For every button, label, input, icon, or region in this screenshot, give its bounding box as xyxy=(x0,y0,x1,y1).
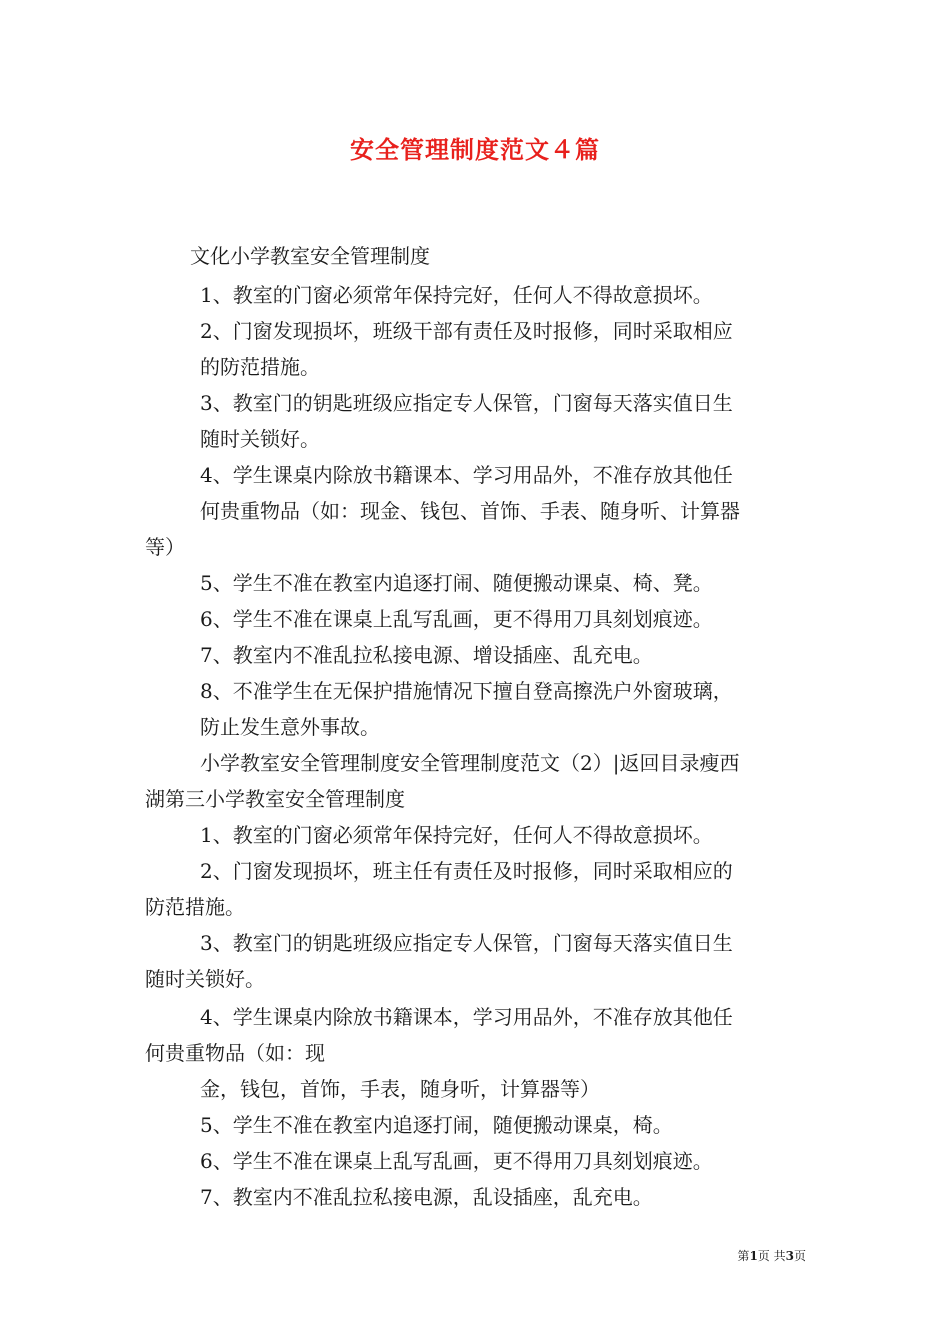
text-line: 7、教室内不准乱拉私接电源、增设插座、乱充电。 xyxy=(200,643,653,667)
section-heading: 文化小学教室安全管理制度 xyxy=(190,244,430,268)
text-line: 防范措施。 xyxy=(145,895,245,919)
text-line: 4、学生课桌内除放书籍课本，学习用品外，不准存放其他任 xyxy=(200,1005,733,1029)
text-line: 随时关锁好。 xyxy=(145,967,265,991)
text-line: 4、学生课桌内除放书籍课本、学习用品外，不准存放其他任 xyxy=(200,463,733,487)
page-prefix: 第 xyxy=(737,1249,750,1263)
text-line: 5、学生不准在教室内追逐打闹，随便搬动课桌，椅。 xyxy=(200,1113,673,1137)
text-line: 2、门窗发现损坏，班主任有责任及时报修，同时采取相应的 xyxy=(200,859,733,883)
text-line: 等） xyxy=(145,535,185,559)
text-line: 7、教室内不准乱拉私接电源，乱设插座，乱充电。 xyxy=(200,1185,653,1209)
text-line: 何贵重物品（如：现金、钱包、首饰、手表、随身听、计算器 xyxy=(200,499,740,523)
page-total: 3 xyxy=(785,1249,794,1263)
text-line: 随时关锁好。 xyxy=(200,427,320,451)
text-line: 1、教室的门窗必须常年保持完好，任何人不得故意损坏。 xyxy=(200,823,713,847)
text-line: 5、学生不准在教室内追逐打闹、随便搬动课桌、椅、凳。 xyxy=(200,571,713,595)
section-heading: 小学教室安全管理制度安全管理制度范文（2）|返回目录瘦西 xyxy=(200,751,740,775)
text-line: 2、门窗发现损坏，班级干部有责任及时报修，同时采取相应 xyxy=(200,319,733,343)
page-middle: 页 共 xyxy=(757,1249,786,1263)
page-suffix: 页 xyxy=(793,1249,806,1263)
page-title: 安全管理制度范文４篇 xyxy=(350,135,600,164)
text-line: 的防范措施。 xyxy=(200,355,320,379)
text-line: 8、不准学生在无保护措施情况下擅自登高擦洗户外窗玻璃， xyxy=(200,679,733,703)
text-line: 3、教室门的钥匙班级应指定专人保管，门窗每天落实值日生 xyxy=(200,391,733,415)
page-number xyxy=(737,1248,806,1264)
text-line: 6、学生不准在课桌上乱写乱画，更不得用刀具刻划痕迹。 xyxy=(200,1149,713,1173)
page-current: 1 xyxy=(749,1249,758,1263)
text-line: 何贵重物品（如：现 xyxy=(145,1041,325,1065)
text-line: 1、教室的门窗必须常年保持完好，任何人不得故意损坏。 xyxy=(200,283,713,307)
section-heading: 湖第三小学教室安全管理制度 xyxy=(145,787,405,811)
text-line: 金，钱包，首饰，手表，随身听，计算器等） xyxy=(200,1077,600,1101)
text-line: 3、教室门的钥匙班级应指定专人保管，门窗每天落实值日生 xyxy=(200,931,733,955)
text-line: 防止发生意外事故。 xyxy=(200,715,380,739)
text-line: 6、学生不准在课桌上乱写乱画，更不得用刀具刻划痕迹。 xyxy=(200,607,713,631)
